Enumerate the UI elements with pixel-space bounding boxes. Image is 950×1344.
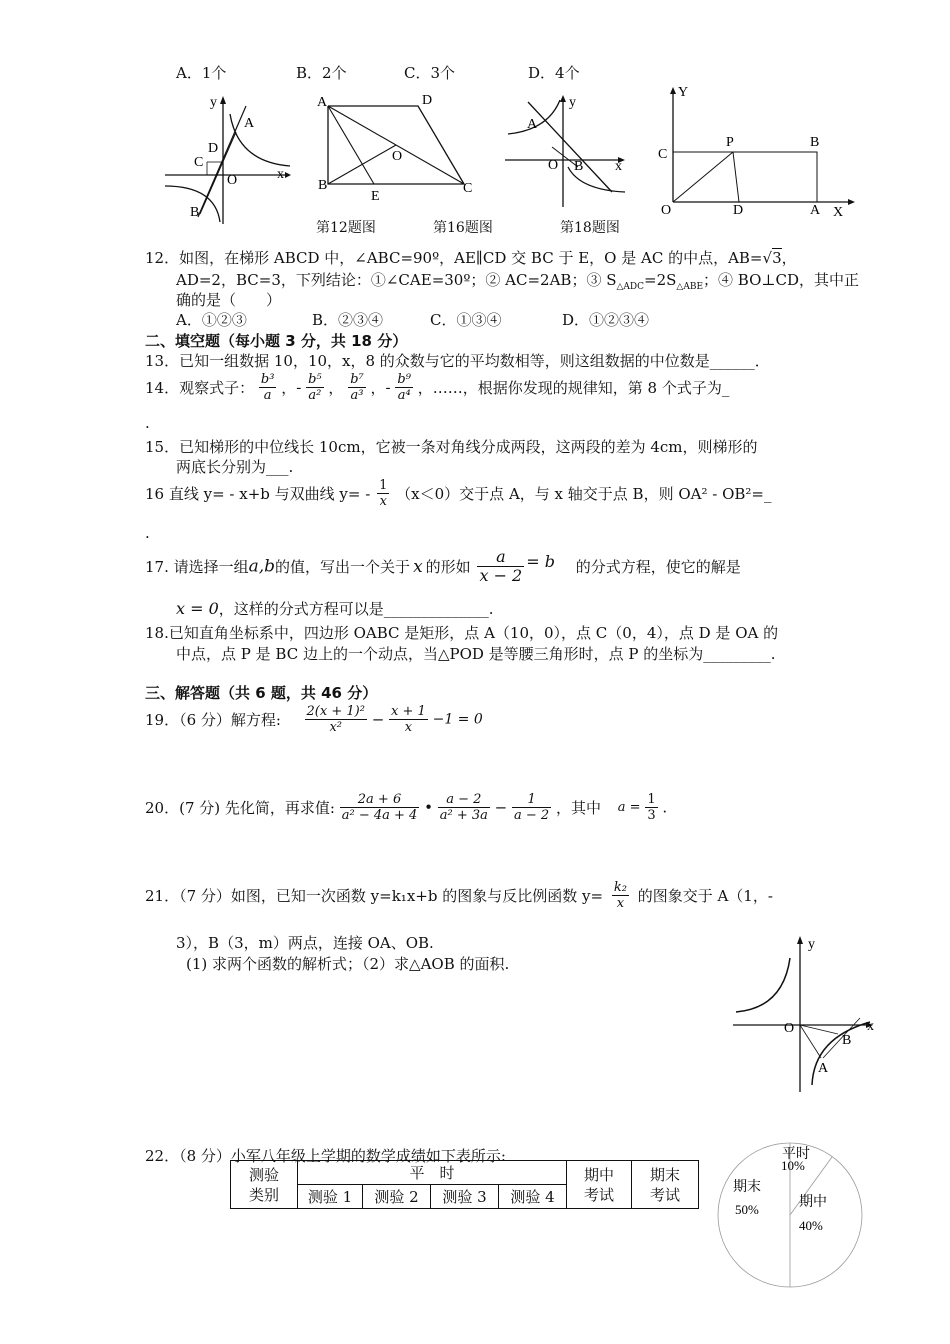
- q14: 14．观察式子： $\frac{\text{b³}}{a}$ ，- $\frac{\text{b⁵}}{\text{a²}}$ ， $\frac{\text{b⁷}}{\text{a³}}$ ，- $\frac{\text{b⁹}}{\text{a⁴}}$ ，……，根据你发现的规律知，第 8 个式子为_: [145, 372, 730, 403]
- q18-line1: 18.已知直角坐标系中，四边形 OABC 是矩形，点 A（10，0），点 C（0，4），点 D 是 OA 的: [145, 624, 779, 642]
- slice-label-final: 期末: [733, 1180, 761, 1195]
- q20-end: .: [662, 798, 668, 817]
- label-a: A: [244, 116, 255, 131]
- label-b: B: [190, 205, 200, 220]
- option-c: C．3个: [404, 64, 456, 82]
- q12-line2-a: AD=2，BC=3，下列结论：①∠CAE=30º；② AC=2AB；③ S: [176, 271, 617, 289]
- option-b: B．2个: [296, 64, 347, 82]
- label-x: x: [615, 159, 622, 174]
- q12-option-c: C．①③④: [430, 311, 502, 329]
- caption-12: 第12题图: [316, 220, 376, 236]
- q16: [145, 478, 771, 509]
- q14-frac-3: $\frac{\text{b⁷}}{\text{a³}}$: [350, 372, 364, 403]
- slice-label-mid: 期中: [799, 1195, 827, 1210]
- q21-line1: [145, 880, 773, 911]
- label-o: O: [784, 1021, 795, 1036]
- header-midterm: 期中 考试: [567, 1161, 632, 1209]
- sqrt-sign: √: [762, 249, 773, 267]
- q12-option-d: D．①②③④: [562, 311, 650, 329]
- option-d: D．4个: [528, 64, 580, 82]
- q14-sign-2: -: [296, 378, 302, 397]
- q20-dot: •: [424, 798, 433, 817]
- label-a: A: [810, 203, 821, 218]
- label-o: O: [661, 203, 672, 218]
- q21-a: 21．（7 分）如图，已知一次函数 y=k₁x+b 的图象与反比例函数 y=: [145, 887, 604, 905]
- q19-op: −: [371, 710, 385, 729]
- label-b: B: [318, 178, 328, 193]
- section-solutions: 三、解答题（共 6 题，共 46 分）: [145, 684, 378, 702]
- q14-frac-4: $\frac{\text{b⁹}}{\text{a⁴}}$: [397, 372, 411, 403]
- label-o: O: [392, 149, 403, 164]
- q12-sub-adc: △ADC: [616, 282, 645, 292]
- label-e: E: [371, 189, 380, 202]
- q12-line2-c: ；④ BO⊥CD，其中正: [703, 271, 860, 289]
- label-p: P: [726, 135, 734, 150]
- q16-b: （x＜0）交于点 A，与 x 轴交于点 B，则 OA² - OB²=_: [396, 485, 772, 503]
- q17-x: x: [413, 556, 423, 577]
- q20-frac-3: $\frac{1}{a - 2}$: [514, 792, 550, 823]
- q17-line2: [176, 598, 494, 619]
- q17-c: 的形如: [425, 558, 471, 576]
- q20-frac-2: $\frac{a - 2}{\text{a² + 3a}}$: [439, 792, 488, 823]
- q14-prefix: 14．观察式子：: [145, 379, 255, 397]
- q21-b: 的图象交于 A（1，-: [637, 887, 773, 905]
- q17-d: 的分式方程，使它的解是: [575, 558, 741, 576]
- q14-frac-2: $\frac{\text{b⁵}}{\text{a²}}$: [308, 372, 322, 403]
- q20-value: $\frac{1}{3}$: [647, 792, 656, 823]
- q12-line3: 确的是（ ）: [176, 291, 282, 309]
- q17-frac: $\frac{a}{x - 2}$: [479, 547, 523, 585]
- q21-frac: $\frac{\text{k₂}}{x}$: [613, 880, 627, 911]
- label-c: C: [194, 155, 204, 170]
- q19-frac-1: $\frac{\text{2(x + 1)²}}{\text{x²}}$: [306, 704, 365, 735]
- label-y: y: [569, 95, 576, 110]
- q16-a: 16 直线 y= - x+b 与双曲线 y= -: [145, 485, 371, 503]
- q12-line1: [145, 247, 797, 268]
- q12-line2-b: =2S: [644, 271, 677, 289]
- q20: [145, 792, 667, 823]
- header-final: 期末 考试: [632, 1161, 699, 1209]
- label-b: B: [842, 1033, 852, 1048]
- q12-sub-abe: △ABE: [676, 282, 704, 292]
- slice-pct-usual: 10%: [781, 1158, 805, 1173]
- section-fill-in: 二、填空题（每小题 3 分，共 18 分）: [145, 332, 408, 350]
- slice-label-usual: 平时: [782, 1147, 810, 1162]
- pie-chart: [715, 1140, 865, 1290]
- q16-dot: .: [145, 524, 150, 542]
- q17-x-eq-0: x = 0: [176, 599, 219, 618]
- header-usual: 平 时: [298, 1161, 567, 1185]
- label-x: X: [833, 205, 844, 220]
- option-a: A．1个: [176, 64, 227, 82]
- label-y: Y: [678, 85, 689, 100]
- header-test-2: 测验 2: [363, 1185, 431, 1209]
- grade-table: [230, 1160, 699, 1209]
- label-y: y: [210, 95, 217, 110]
- q17-line1: [145, 548, 741, 585]
- label-y: y: [808, 937, 815, 952]
- q14-sign-4: -: [385, 378, 391, 397]
- label-b: B: [574, 159, 584, 174]
- figure-q21-graph: [728, 930, 888, 1095]
- q15-line1: 15．已知梯形的中位线长 10cm，它被一条对角线分成两段，这两段的差为 4cm，则梯形的: [145, 438, 758, 456]
- figure-hyperbola-axes: [500, 92, 640, 212]
- caption-18: 第18题图: [560, 220, 620, 236]
- label-o: O: [227, 173, 238, 188]
- q20-a: 20．(7 分) 先化简，再求值:: [145, 799, 335, 817]
- q19: [145, 704, 483, 735]
- label-x: x: [277, 167, 284, 182]
- header-category: 测验 类别: [231, 1161, 298, 1209]
- slice-pct-final: 50%: [735, 1202, 759, 1217]
- q14-suffix: ，……，根据你发现的规律知，第 8 个式子为_: [417, 379, 730, 397]
- q17-eq: = b: [526, 552, 555, 571]
- label-d: D: [208, 141, 219, 156]
- q14-frac-1: $\frac{\text{b³}}{a}$: [260, 372, 275, 403]
- q16-frac: $\frac{1}{x}$: [379, 478, 388, 509]
- q19-tail: −1 = 0: [432, 711, 483, 728]
- label-o: O: [548, 158, 559, 173]
- q20-b: ，其中: [555, 799, 601, 817]
- label-a: A: [818, 1061, 829, 1076]
- figure-rectangle: [655, 82, 865, 222]
- header-test-3: 测验 3: [431, 1185, 499, 1209]
- q20-frac-1: $\frac{2a + 6}{\text{a² − 4a + 4}}$: [341, 792, 418, 823]
- figure-hyperbola-line: [160, 92, 295, 227]
- q21-line3: (1) 求两个函数的解析式；（2）求△AOB 的面积.: [186, 955, 510, 973]
- q18-line2: 中点，点 P 是 BC 边上的一个动点，当△POD 是等腰三角形时，点 P 的坐标为_________.: [176, 645, 776, 663]
- label-c: C: [463, 181, 473, 196]
- header-test-1: 测验 1: [298, 1185, 363, 1209]
- label-c: C: [658, 147, 668, 162]
- caption-16: 第16题图: [433, 220, 493, 236]
- q17-b: 的值，写出一个关于: [275, 558, 411, 576]
- figure-trapezoid: [312, 92, 482, 202]
- q12-option-a: A．①②③: [176, 311, 247, 329]
- q13: 13．已知一组数据 10，10，x，8 的众数与它的平均数相等，则这组数据的中位数是______．: [145, 352, 770, 370]
- q19-a: 19．（6 分）解方程:: [145, 711, 281, 729]
- label-a: A: [527, 117, 538, 132]
- slice-pct-mid: 40%: [799, 1218, 823, 1233]
- q12-text-a: 12．如图，在梯形 ABCD 中，∠ABC=90º，AE∥CD 交 BC 于 E，O 是 AC 的中点，AB=: [145, 249, 763, 267]
- q20-aeq: a =: [617, 800, 641, 815]
- q12-text-b: ，: [781, 249, 797, 267]
- q15-line2: 两底长分别为___.: [176, 458, 294, 476]
- q17-line2-b: ，这样的分式方程可以是______________.: [218, 600, 494, 618]
- q17-a: 17. 请选择一组: [145, 558, 249, 576]
- sqrt-value: 3: [772, 249, 782, 267]
- q17-ab: a,b: [248, 556, 276, 577]
- q22: 22．（8 分）小军八年级上学期的数学成绩如下表所示:: [145, 1147, 506, 1165]
- header-test-4: 测验 4: [499, 1185, 567, 1209]
- label-a: A: [317, 95, 328, 110]
- label-x: x: [867, 1019, 874, 1034]
- label-b: B: [810, 135, 820, 150]
- q14-dot: .: [145, 414, 150, 432]
- q19-frac-2: $\frac{x + 1}{x}$: [391, 704, 426, 735]
- q12-option-b: B．②③④: [312, 311, 384, 329]
- label-d: D: [422, 93, 433, 108]
- label-d: D: [733, 203, 744, 218]
- q21-line2: 3），B（3，m）两点，连接 OA、OB.: [176, 934, 434, 952]
- q20-op: −: [494, 798, 508, 817]
